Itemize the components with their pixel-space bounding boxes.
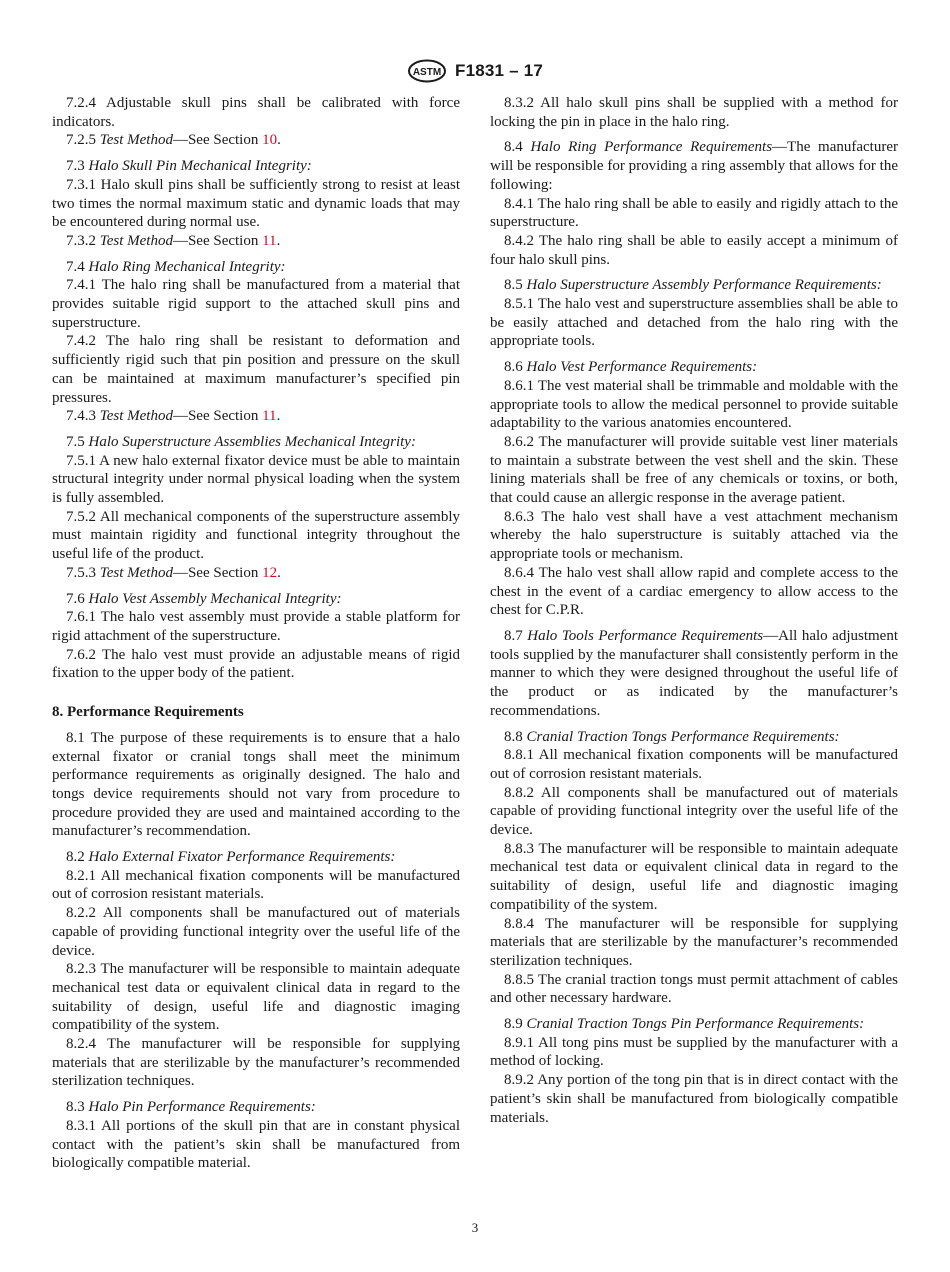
astm-logo-icon	[407, 59, 447, 83]
paragraph-7-5-3: 7.5.3 Test Method—See Section 12.	[66, 564, 281, 581]
paragraph-8-2-4: 8.2.4 The manufacturer will be responsible for supplying materials that are sterilizable by the manufacturer’s recommended sterilization techniques.	[52, 1036, 460, 1090]
paragraph-7-6-1: 7.6.1 The halo vest assembly must provide a stable platform for rigid attachment of the superstructure.	[52, 609, 460, 644]
section-link[interactable]: 11	[262, 408, 277, 425]
paragraph-8-3-2: 8.3.2 All halo skull pins shall be supplied with a method for locking the pin in place in the halo ring.	[490, 95, 898, 130]
paragraph-8-8-1: 8.8.1 All mechanical fixation components will be manufactured out of corrosion resistant materials.	[490, 747, 898, 782]
paragraph-7-6-2: 7.6.2 The halo vest must provide an adjustable means of rigid fixation to the upper body of the patient.	[52, 646, 460, 682]
paragraph-7-3-1: 7.3.1 Halo skull pins shall be sufficiently strong to resist at least two times the normal maximum static and dynamic loads that may be encountered during normal use.	[52, 176, 460, 231]
paragraph-8-1: 8.1 The purpose of these requirements is to ensure that a halo external fixator or cranial tongs shall meet the minimum performance requirements as originally designed. The halo and tongs device requirements should not vary from procedure to procedure provided they are used and maintained according to the manufacturer’s recommendation.	[52, 729, 460, 840]
section-link[interactable]: 12	[262, 564, 278, 581]
paragraph-8-8-3: 8.8.3 The manufacturer will be responsible to maintain adequate mechanical test data or equivalent clinical data in regard to the suitability of design, useful life and diagnostic imaging compatibility of the system.	[490, 840, 898, 913]
heading-8-5: 8.5 Halo Superstructure Assembly Performance Requirements:	[504, 277, 882, 294]
paragraph-7-4-1: 7.4.1 The halo ring shall be manufactured from a material that provides suitable rigid support to the attached skull pins and superstructure.	[52, 277, 460, 331]
paragraph-8-3-1: 8.3.1 All portions of the skull pin that are in constant physical contact with the patient’s skin shall be manufactured from biologically compatible material.	[52, 1117, 460, 1172]
paragraph-7-5-1: 7.5.1 A new halo external fixator device must be able to maintain structural integrity under normal physical loading when the system is fully assembled.	[52, 452, 460, 507]
document-designation: F1831 – 17	[454, 61, 543, 80]
paragraph-8-6-1: 8.6.1 The vest material shall be trimmable and moldable with the appropriate tools to allow the medical personnel to provide suitable adaptability to the various anatomies encountered.	[490, 377, 898, 432]
astm-logo-text: ASTM	[412, 67, 442, 78]
heading-7-5: 7.5 Halo Superstructure Assemblies Mechanical Integrity:	[66, 433, 416, 450]
paragraph-8-8-2: 8.8.2 All components shall be manufactured out of materials capable of providing functional integrity over the useful life of the device.	[490, 784, 898, 839]
heading-7-6: 7.6 Halo Vest Assembly Mechanical Integrity:	[66, 590, 342, 607]
paragraph-8-8-5: 8.8.5 The cranial traction tongs must permit attachment of cables and other necessary hardware.	[490, 971, 898, 1007]
paragraph-7-4-2: 7.4.2 The halo ring shall be resistant to deformation and sufficiently rigid such that pin position and pressure on the skull can be maintained at maximum manufacturer’s specified pin pressures.	[52, 333, 460, 406]
paragraph-8-4-2: 8.4.2 The halo ring shall be able to easily accept a minimum of four halo skull pins.	[490, 232, 898, 268]
paragraph-7-2-5: 7.2.5 Test Method—See Section 10.	[66, 132, 281, 149]
paragraph-8-7: 8.7 Halo Tools Performance Requirements—All halo adjustment tools supplied by the manufacturer shall consistently perform in the manner to which they were designed throughout the useful life of the product or as indicated by the manufacturer’s recommendations.	[490, 627, 898, 719]
paragraph-7-2-4: 7.2.4 Adjustable skull pins shall be calibrated with force indicators.	[52, 95, 460, 130]
paragraph-8-2-2: 8.2.2 All components shall be manufactured out of materials capable of providing functional integrity over the useful life of the device.	[52, 905, 460, 959]
page-number: 3	[471, 1220, 479, 1235]
page-header	[0, 58, 950, 84]
paragraph-8-9-2: 8.9.2 Any portion of the tong pin that is in direct contact with the patient’s skin shall be manufactured from biologically compatible materials.	[490, 1072, 898, 1126]
paragraph-8-6-2: 8.6.2 The manufacturer will provide suitable vest liner materials to maintain a substrate between the vest shell and the skin. These lining materials shall be free of any chemicals or toxins, or both, that could cause an allergic response in the average patient.	[490, 433, 898, 507]
heading-8-3: 8.3 Halo Pin Performance Requirements:	[66, 1099, 316, 1116]
left-column	[52, 94, 460, 1173]
section-link[interactable]: 10	[262, 132, 278, 149]
paragraph-8-4-1: 8.4.1 The halo ring shall be able to easily and rigidly attach to the superstructure.	[490, 195, 898, 231]
paragraph-8-6-4: 8.6.4 The halo vest shall allow rapid and complete access to the chest in the event of a cardiac emergency to allow access to the chest for C.P.R.	[490, 564, 898, 619]
paragraph-8-5-1: 8.5.1 The halo vest and superstructure assemblies shall be able to be easily attached and detached from the halo ring with the appropriate tools.	[490, 296, 898, 350]
heading-7-3: 7.3 Halo Skull Pin Mechanical Integrity:	[66, 158, 312, 175]
heading-8-6: 8.6 Halo Vest Performance Requirements:	[504, 359, 758, 376]
heading-8-9: 8.9 Cranial Traction Tongs Pin Performance Requirements:	[504, 1016, 865, 1033]
paragraph-7-4-3: 7.4.3 Test Method—See Section 11.	[66, 408, 281, 425]
paragraph-8-9-1: 8.9.1 All tong pins must be supplied by the manufacturer with a method of locking.	[490, 1034, 898, 1070]
paragraph-8-6-3: 8.6.3 The halo vest shall have a vest attachment mechanism whereby the halo superstructure is suitably attached via the appropriate tools or mechanism.	[490, 508, 898, 563]
heading-8-8: 8.8 Cranial Traction Tongs Performance Requirements:	[504, 728, 840, 745]
paragraph-8-2-3: 8.2.3 The manufacturer will be responsible to maintain adequate mechanical test data or equivalent clinical data in regard to the suitability of design, useful life and diagnostic imaging compatibility of the system.	[52, 961, 460, 1034]
paragraph-8-8-4: 8.8.4 The manufacturer will be responsible for supplying materials that are sterilizable by the manufacturer’s recommended sterilization techniques.	[490, 915, 898, 969]
section-link[interactable]: 11	[262, 232, 277, 249]
paragraph-8-2-1: 8.2.1 All mechanical fixation components will be manufactured out of corrosion resistant materials.	[52, 867, 460, 903]
paragraph-8-4: 8.4 Halo Ring Performance Requirements—The manufacturer will be responsible for providing a ring assembly that allows for the following:	[490, 139, 898, 193]
right-column	[490, 94, 898, 1127]
paragraph-7-5-2: 7.5.2 All mechanical components of the superstructure assembly must maintain rigidity and functional integrity throughout the useful life of the product.	[52, 508, 460, 563]
heading-8-2: 8.2 Halo External Fixator Performance Requirements:	[66, 849, 396, 866]
paragraph-7-3-2: 7.3.2 Test Method—See Section 11.	[66, 232, 281, 249]
heading-7-4: 7.4 Halo Ring Mechanical Integrity:	[66, 258, 286, 275]
section-heading-8: 8. Performance Requirements	[52, 704, 244, 721]
